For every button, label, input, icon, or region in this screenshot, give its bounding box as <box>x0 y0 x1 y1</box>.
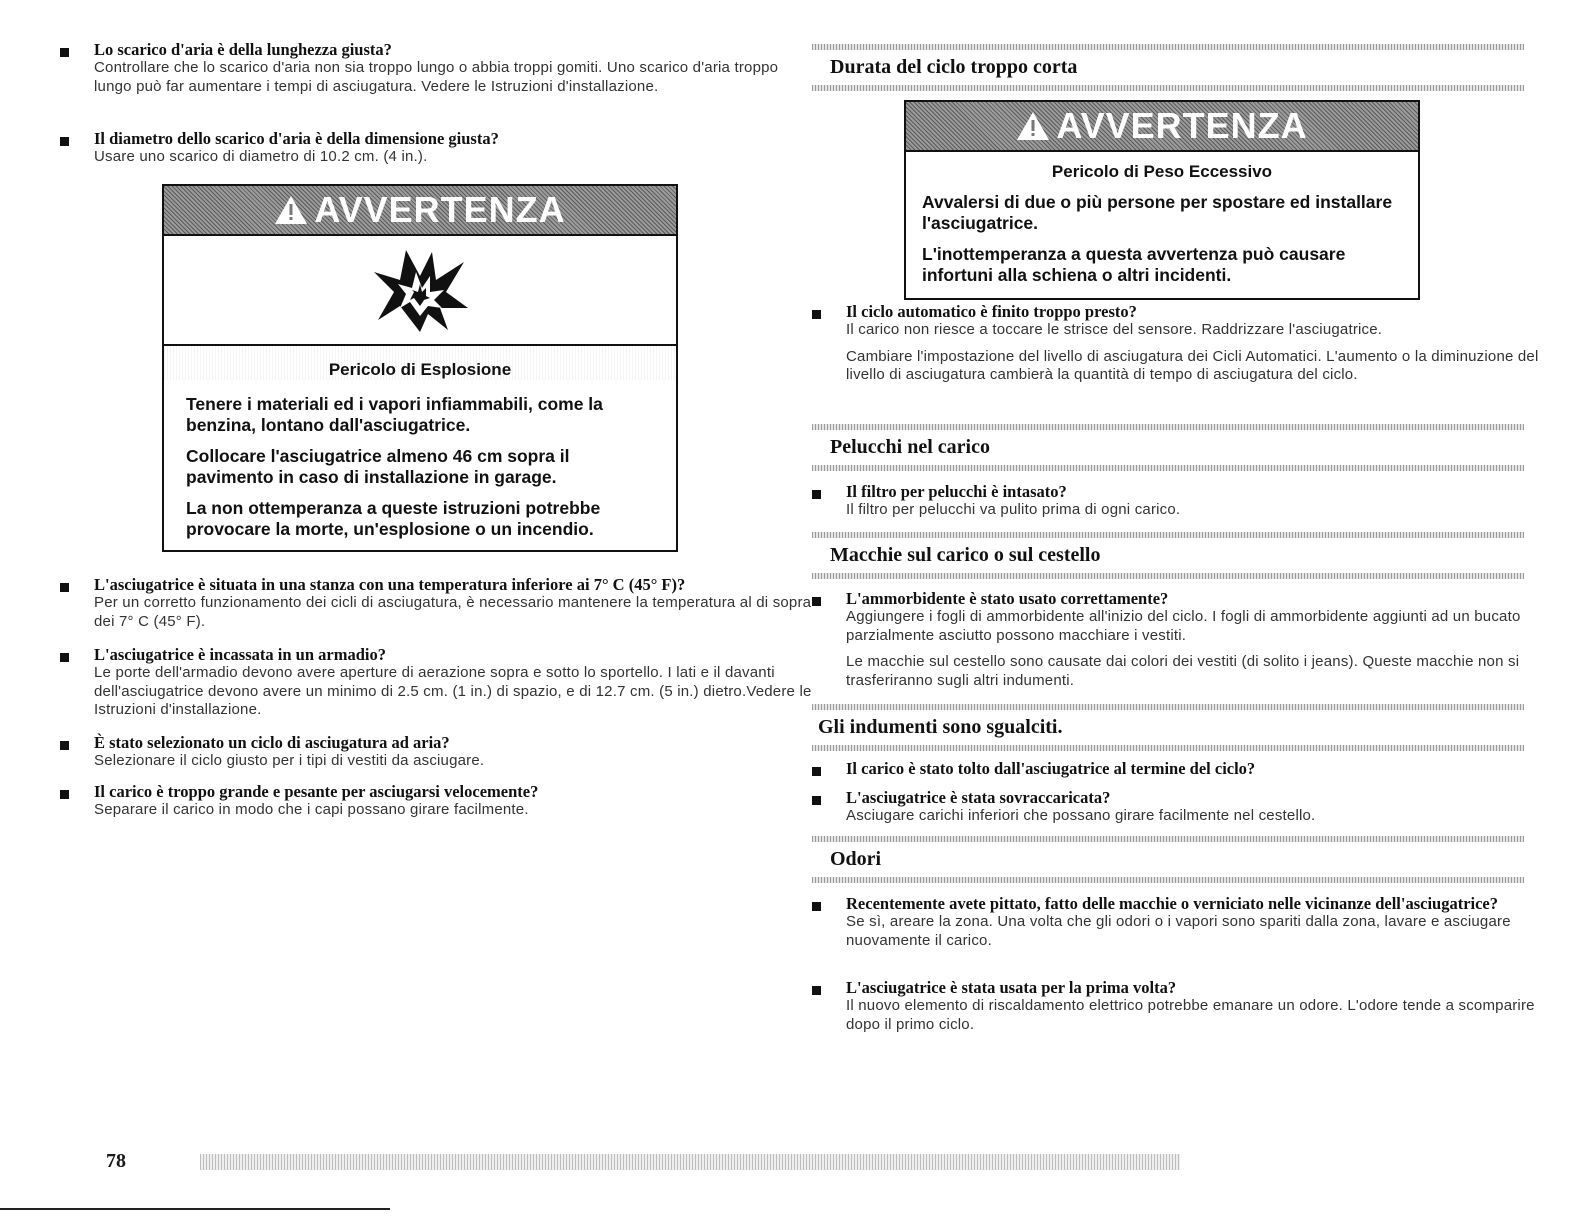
answer: Le porte dell'armadio devono avere aperture di aerazione sopra e sotto lo sportello. I lati e il davanti dell'asciugatrice devono avere un minimo di 2.5 cm. (1 in.) di spazio, e di 12.7 cm. (5 in.) dietro.Vedere le Istruzioni d'installazione. <box>94 664 812 718</box>
warning-box-weight <box>904 100 1420 300</box>
section-title: Durata del ciclo troppo corta <box>830 56 1078 78</box>
page-number: 78 <box>106 1150 126 1172</box>
answer: Il nuovo elemento di riscaldamento elettrico potrebbe emanare un odore. L'odore tende a scomparire dopo il primo ciclo. <box>846 997 1535 1033</box>
bottom-rule <box>0 1208 390 1210</box>
section-title: Macchie sul carico o sul cestello <box>830 544 1101 566</box>
question: Lo scarico d'aria è della lunghezza giusta? <box>94 40 392 59</box>
paragraph: Le macchie sul cestello sono causate dai colori dei vestiti (di solito i jeans). Queste macchie non si trasferiranno sugli altri indumenti. <box>846 653 1520 689</box>
answer: Controllare che lo scarico d'aria non sia troppo lungo o abbia troppi gomiti. Uno scarico d'aria troppo lungo può far aumentare i tempi di asciugatura. Vedere le Istruzioni d'installazione. <box>94 59 779 95</box>
warning-triangle-icon <box>1016 111 1050 141</box>
bullet-icon <box>812 767 821 776</box>
warning-body <box>906 152 1418 286</box>
list-item <box>812 978 1558 1034</box>
divider <box>812 573 1524 579</box>
bullet-icon <box>812 597 821 606</box>
bullet-icon <box>812 490 821 499</box>
warning-title: AVVERTENZA <box>314 189 566 230</box>
page-footer <box>0 1150 1585 1180</box>
question: Il ciclo automatico è finito troppo presto? <box>846 302 1137 321</box>
hazard-title: Pericolo di Esplosione <box>164 346 676 380</box>
footer-band <box>200 1154 1180 1170</box>
section-odori <box>812 836 1524 883</box>
question: Il carico è stato tolto dall'asciugatrice al termine del ciclo? <box>846 759 1256 778</box>
answer: Per un corretto funzionamento dei cicli di asciugatura, è necessario mantenere la temperatura al di sopra dei 7° C (45° F). <box>94 594 812 630</box>
answer: Il carico non riesce a toccare le strisce del sensore. Raddrizzare l'asciugatrice. <box>846 321 1383 338</box>
warning-box-explosion <box>162 184 678 552</box>
section-macchie <box>812 532 1524 579</box>
paragraph: Cambiare l'impostazione del livello di asciugatura dei Cicli Automatici. L'aumento o la diminuzione del livello di asciugatura cambierà la quantità di tempo di asciugatura del ciclo. <box>846 347 1539 383</box>
answer: Usare uno scarico di diametro di 10.2 cm. (4 in.). <box>94 148 428 165</box>
answer: Asciugare carichi inferiori che possano girare facilmente nel cestello. <box>846 807 1316 824</box>
section-sgualciti <box>812 704 1524 751</box>
list-item <box>60 645 814 720</box>
warning-line: Avvalersi di due o più persone per spostare ed installare l'asciugatrice. <box>922 192 1393 233</box>
divider <box>812 465 1524 471</box>
list-item <box>812 759 1558 778</box>
list-item <box>60 129 814 167</box>
answer: Il filtro per pelucchi va pulito prima di ogni carico. <box>846 501 1181 518</box>
section-durata <box>812 44 1524 91</box>
list-item <box>812 788 1558 826</box>
divider <box>812 85 1524 91</box>
list-item <box>60 733 814 771</box>
question: L'asciugatrice è situata in una stanza con una temperatura inferiore ai 7° C (45° F)? <box>94 575 686 594</box>
bullet-icon <box>812 902 821 911</box>
list-item <box>812 589 1558 690</box>
question: Il diametro dello scarico d'aria è della dimensione giusta? <box>94 129 499 148</box>
explosion-icon <box>370 246 470 334</box>
warning-line: Tenere i materiali ed i vapori infiammabili, come la benzina, lontano dall'asciugatrice. <box>186 394 603 435</box>
question: L'asciugatrice è stata sovraccaricata? <box>846 788 1111 807</box>
warning-body <box>164 346 676 540</box>
list-item <box>812 482 1558 520</box>
hazard-title: Pericolo di Peso Eccessivo <box>1051 162 1273 181</box>
warning-title: AVVERTENZA <box>1056 105 1308 146</box>
divider <box>812 877 1524 883</box>
list-item <box>812 894 1558 950</box>
warning-line: La non ottemperanza a queste istruzioni potrebbe provocare la morte, un'esplosione o un incendio. <box>186 498 601 539</box>
explosion-pictogram <box>164 236 676 346</box>
section-title: Odori <box>830 848 882 870</box>
bullet-icon <box>812 796 821 805</box>
question: Il carico è troppo grande e pesante per asciugarsi velocemente? <box>94 782 539 801</box>
question: Recentemente avete pittato, fatto delle macchie o verniciato nelle vicinanze dell'asciugatrice? <box>846 894 1499 913</box>
warning-header <box>164 186 676 236</box>
list-item <box>60 40 814 96</box>
section-title: Pelucchi nel carico <box>830 436 990 458</box>
divider <box>812 745 1524 751</box>
bullet-icon <box>60 137 69 146</box>
question: L'asciugatrice è stata usata per la prima volta? <box>846 978 1177 997</box>
warning-line: L'inottemperanza a questa avvertenza può causare infortuni alla schiena o altri incidenti. <box>922 244 1346 285</box>
bullet-icon <box>812 986 821 995</box>
question: L'asciugatrice è incassata in un armadio? <box>94 645 386 664</box>
bullet-icon <box>812 310 821 319</box>
question: L'ammorbidente è stato usato correttamente? <box>846 589 1169 608</box>
answer: Aggiungere i fogli di ammorbidente all'inizio del ciclo. I fogli di ammorbidente aggiunti ad un bucato parzialmente asciutto possono macchiare i vestiti. <box>846 608 1521 644</box>
list-item <box>60 782 814 820</box>
warning-triangle-icon <box>274 195 308 225</box>
answer: Selezionare il ciclo giusto per i tipi di vestiti da asciugare. <box>94 752 485 769</box>
question: È stato selezionato un ciclo di asciugatura ad aria? <box>94 733 450 752</box>
section-title: Gli indumenti sono sgualciti. <box>818 716 1063 738</box>
bullet-icon <box>60 653 69 662</box>
answer: Separare il carico in modo che i capi possano girare facilmente. <box>94 801 529 818</box>
bullet-icon <box>60 583 69 592</box>
bullet-icon <box>60 790 69 799</box>
list-item <box>60 575 814 631</box>
list-item <box>812 302 1558 385</box>
bullet-icon <box>60 741 69 750</box>
warning-line: Collocare l'asciugatrice almeno 46 cm sopra il pavimento in caso di installazione in garage. <box>186 446 570 487</box>
bullet-icon <box>60 48 69 57</box>
section-pelucchi <box>812 424 1524 471</box>
question: Il filtro per pelucchi è intasato? <box>846 482 1067 501</box>
answer: Se sì, areare la zona. Una volta che gli odori o i vapori sono spariti dalla zona, lavare e asciugare nuovamente il carico. <box>846 913 1511 949</box>
warning-header <box>906 102 1418 152</box>
